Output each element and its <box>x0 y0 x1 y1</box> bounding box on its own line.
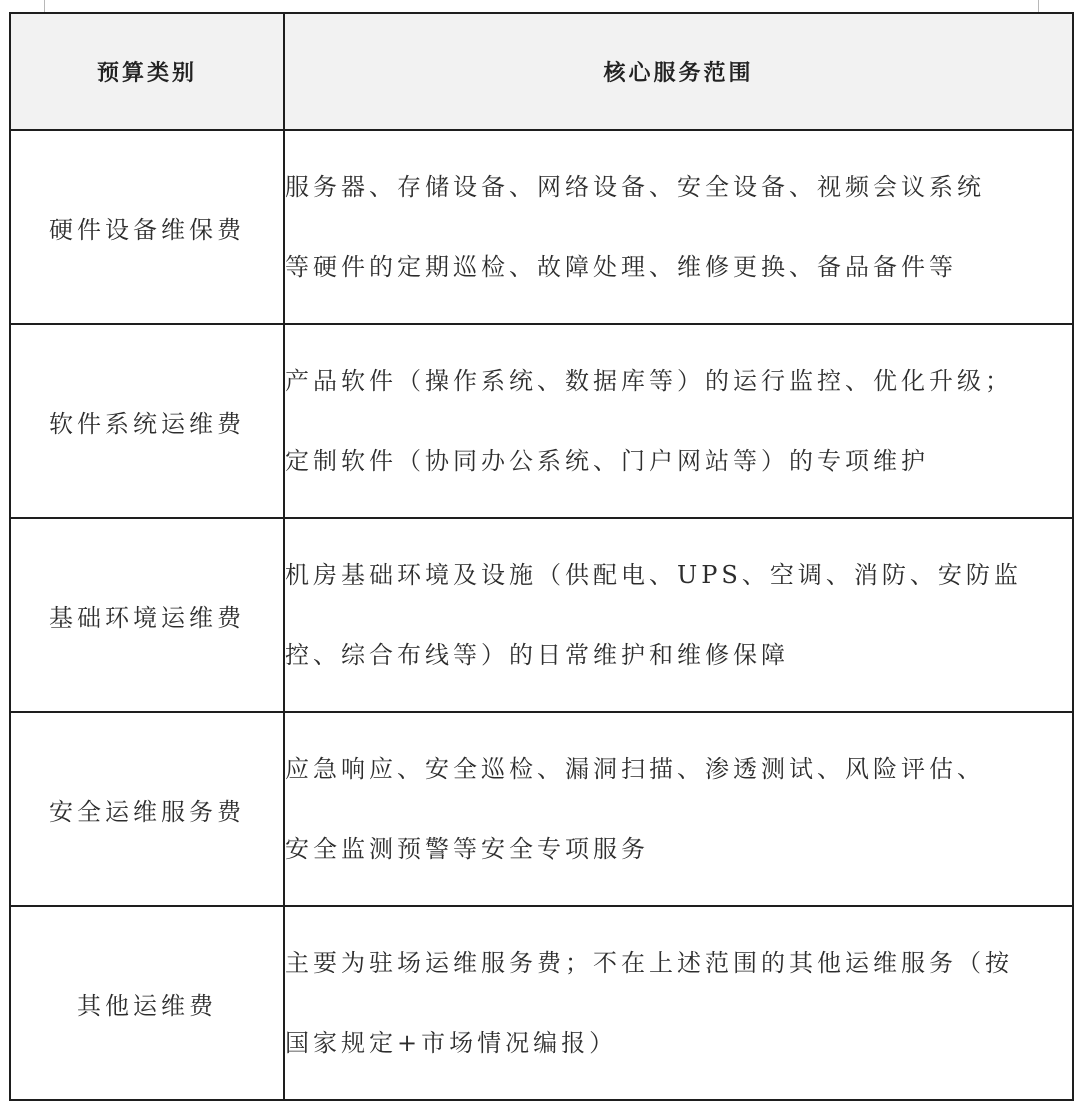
scope-cell <box>284 130 1073 324</box>
category-cell: 软件系统运维费 <box>10 324 284 518</box>
scope-cell <box>284 518 1073 712</box>
page-corner-mark-left <box>44 0 45 12</box>
category-cell: 硬件设备维保费 <box>10 130 284 324</box>
scope-cell <box>284 324 1073 518</box>
scope-cell <box>284 712 1073 906</box>
scope-line: 主要为驻场运维服务费；不在上述范围的其他运维服务（按 <box>285 949 1013 977</box>
budget-table <box>9 12 1074 1101</box>
scope-line: 机房基础环境及设施（供配电、UPS、空调、消防、安防监 <box>285 561 1022 589</box>
header-core-service-scope: 核心服务范围 <box>284 13 1073 130</box>
scope-cell <box>284 906 1073 1100</box>
scope-line: 服务器、存储设备、网络设备、安全设备、视频会议系统 <box>285 173 985 201</box>
table-row <box>10 906 1073 1100</box>
table-row <box>10 712 1073 906</box>
scope-line: 应急响应、安全巡检、漏洞扫描、渗透测试、风险评估、 <box>285 755 985 783</box>
table-row <box>10 518 1073 712</box>
page-corner-mark-right <box>1038 0 1039 12</box>
category-cell: 安全运维服务费 <box>10 712 284 906</box>
scope-line: 控、综合布线等）的日常维护和维修保障 <box>285 641 789 669</box>
scope-line: 定制软件（协同办公系统、门户网站等）的专项维护 <box>285 447 929 475</box>
category-cell: 基础环境运维费 <box>10 518 284 712</box>
scope-line: 产品软件（操作系统、数据库等）的运行监控、优化升级； <box>285 367 1013 395</box>
table-row <box>10 130 1073 324</box>
category-cell: 其他运维费 <box>10 906 284 1100</box>
scope-line: 等硬件的定期巡检、故障处理、维修更换、备品备件等 <box>285 253 957 281</box>
scope-line: 安全监测预警等安全专项服务 <box>285 835 649 863</box>
scope-line: 国家规定+市场情况编报） <box>285 1029 618 1057</box>
table-row <box>10 324 1073 518</box>
table-header-row <box>10 13 1073 130</box>
header-budget-category: 预算类别 <box>10 13 284 130</box>
